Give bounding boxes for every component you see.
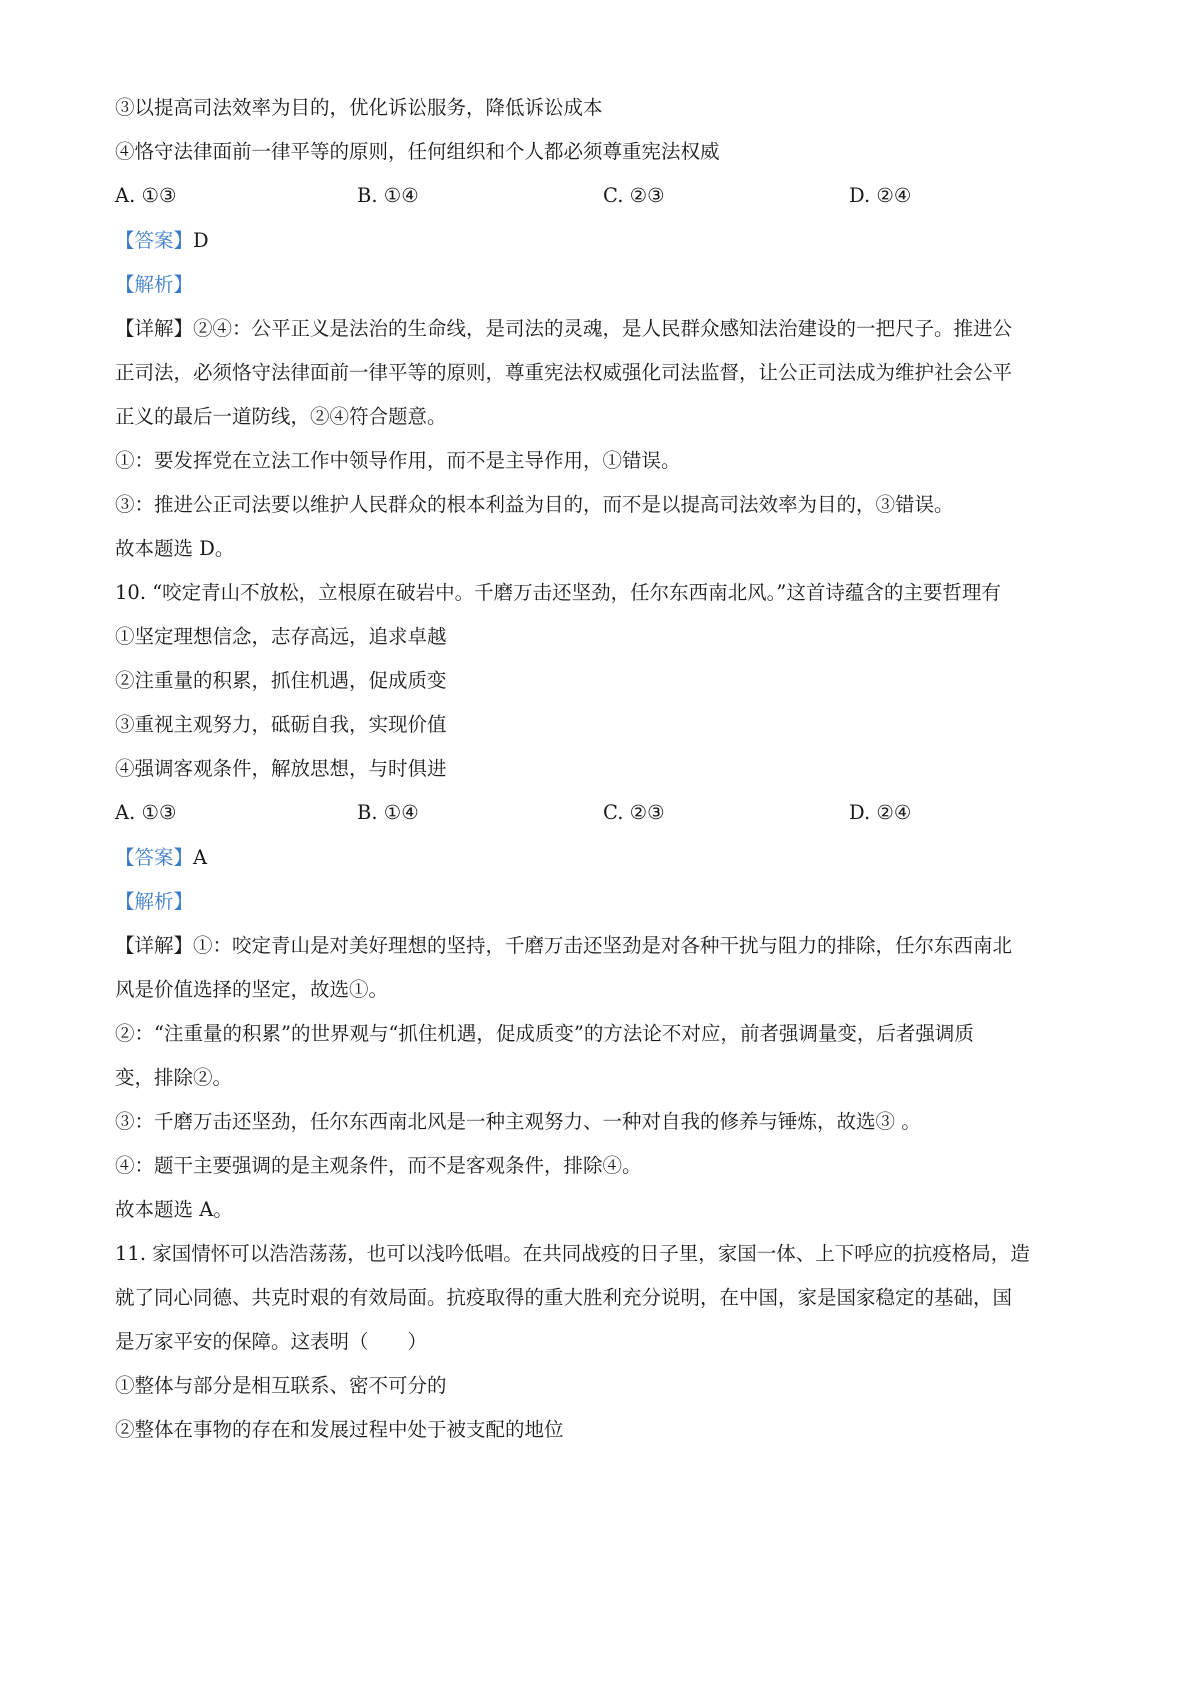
q10-conclusion: 故本题选 A。 bbox=[115, 1198, 233, 1221]
q9-option-b: B. ①④ bbox=[357, 184, 419, 207]
q11-item-2: ②整体在事物的存在和发展过程中处于被支配的地位 bbox=[115, 1418, 564, 1441]
detail-text: ②④：公平正义是法治的生命线，是司法的灵魂，是人民群众感知法治建设的一把尺子。推进公 bbox=[193, 317, 1013, 340]
q10-option-a: A. ①③ bbox=[115, 801, 177, 824]
q9-option-d: D. ②④ bbox=[849, 184, 912, 207]
q10-stem: 10. “咬定青山不放松，立根原在破岩中。千磨万击还坚劲，任尔东西南北风。”这首诗蕴含的主要哲理有 bbox=[115, 581, 1001, 604]
answer-label: 【答案】 bbox=[115, 846, 194, 869]
answer-value: A bbox=[193, 846, 208, 869]
q9-detail-line bbox=[115, 316, 1105, 342]
q10-detail-line: 风是价值选择的坚定，故选①。 bbox=[115, 978, 389, 1001]
q10-detail-line: 变，排除②。 bbox=[115, 1066, 233, 1089]
q10-item-1: ①坚定理想信念，志存高远，追求卓越 bbox=[115, 625, 447, 648]
q9-detail-line: ①：要发挥党在立法工作中领导作用，而不是主导作用，①错误。 bbox=[115, 449, 681, 472]
q10-detail-line: ④：题干主要强调的是主观条件，而不是客观条件，排除④。 bbox=[115, 1154, 642, 1177]
q9-analysis-label: 【解析】 bbox=[115, 273, 194, 296]
q9-option-c: C. ②③ bbox=[603, 184, 665, 207]
answer-value: D bbox=[193, 229, 209, 252]
q10-detail-line: ②：“注重量的积累”的世界观与“抓住机遇，促成质变”的方法论不对应，前者强调量变，后者强调质 bbox=[115, 1022, 974, 1045]
q10-item-3: ③重视主观努力，砥砺自我，实现价值 bbox=[115, 713, 447, 736]
q10-option-b: B. ①④ bbox=[357, 801, 419, 824]
q9-option-a: A. ①③ bbox=[115, 184, 177, 207]
q10-detail-line bbox=[115, 933, 1105, 959]
q11-stem-line: 是万家平安的保障。这表明（ ） bbox=[115, 1330, 428, 1353]
q10-detail-line: ③：千磨万击还坚劲，任尔东西南北风是一种主观努力、一种对自我的修养与锤炼，故选③ 。 bbox=[115, 1110, 921, 1133]
q10-option-c: C. ②③ bbox=[603, 801, 665, 824]
q10-item-4: ④强调客观条件，解放思想，与时俱进 bbox=[115, 757, 447, 780]
detail-label: 【详解】 bbox=[115, 317, 194, 340]
q9-item-4: ④恪守法律面前一律平等的原则，任何组织和个人都必须尊重宪法权威 bbox=[115, 140, 720, 163]
q9-answer bbox=[115, 228, 1105, 254]
q11-item-1: ①整体与部分是相互联系、密不可分的 bbox=[115, 1374, 447, 1397]
q9-detail-line: 正司法，必须恪守法律面前一律平等的原则，尊重宪法权威强化司法监督，让公正司法成为维护社会公平 bbox=[115, 361, 1013, 384]
q9-detail-line: ③：推进公正司法要以维护人民群众的根本利益为目的，而不是以提高司法效率为目的，③错误。 bbox=[115, 493, 954, 516]
detail-text: ①：咬定青山是对美好理想的坚持，千磨万击还坚劲是对各种干扰与阻力的排除，任尔东西南北 bbox=[193, 934, 1013, 957]
q9-item-3: ③以提高司法效率为目的，优化诉讼服务，降低诉讼成本 bbox=[115, 96, 603, 119]
q10-item-2: ②注重量的积累，抓住机遇，促成质变 bbox=[115, 669, 447, 692]
q9-conclusion: 故本题选 D。 bbox=[115, 537, 235, 560]
detail-label: 【详解】 bbox=[115, 934, 194, 957]
answer-label: 【答案】 bbox=[115, 229, 194, 252]
q9-detail-line: 正义的最后一道防线，②④符合题意。 bbox=[115, 405, 447, 428]
q11-stem-line: 就了同心同德、共克时艰的有效局面。抗疫取得的重大胜利充分说明，在中国，家是国家稳定的基础，国 bbox=[115, 1286, 1013, 1309]
q10-answer bbox=[115, 845, 1105, 871]
q10-analysis-label: 【解析】 bbox=[115, 890, 194, 913]
q10-option-d: D. ②④ bbox=[849, 801, 912, 824]
q11-stem-line: 11. 家国情怀可以浩浩荡荡，也可以浅吟低唱。在共同战疫的日子里，家国一体、上下呼应的抗疫格局，造 bbox=[115, 1242, 1030, 1265]
